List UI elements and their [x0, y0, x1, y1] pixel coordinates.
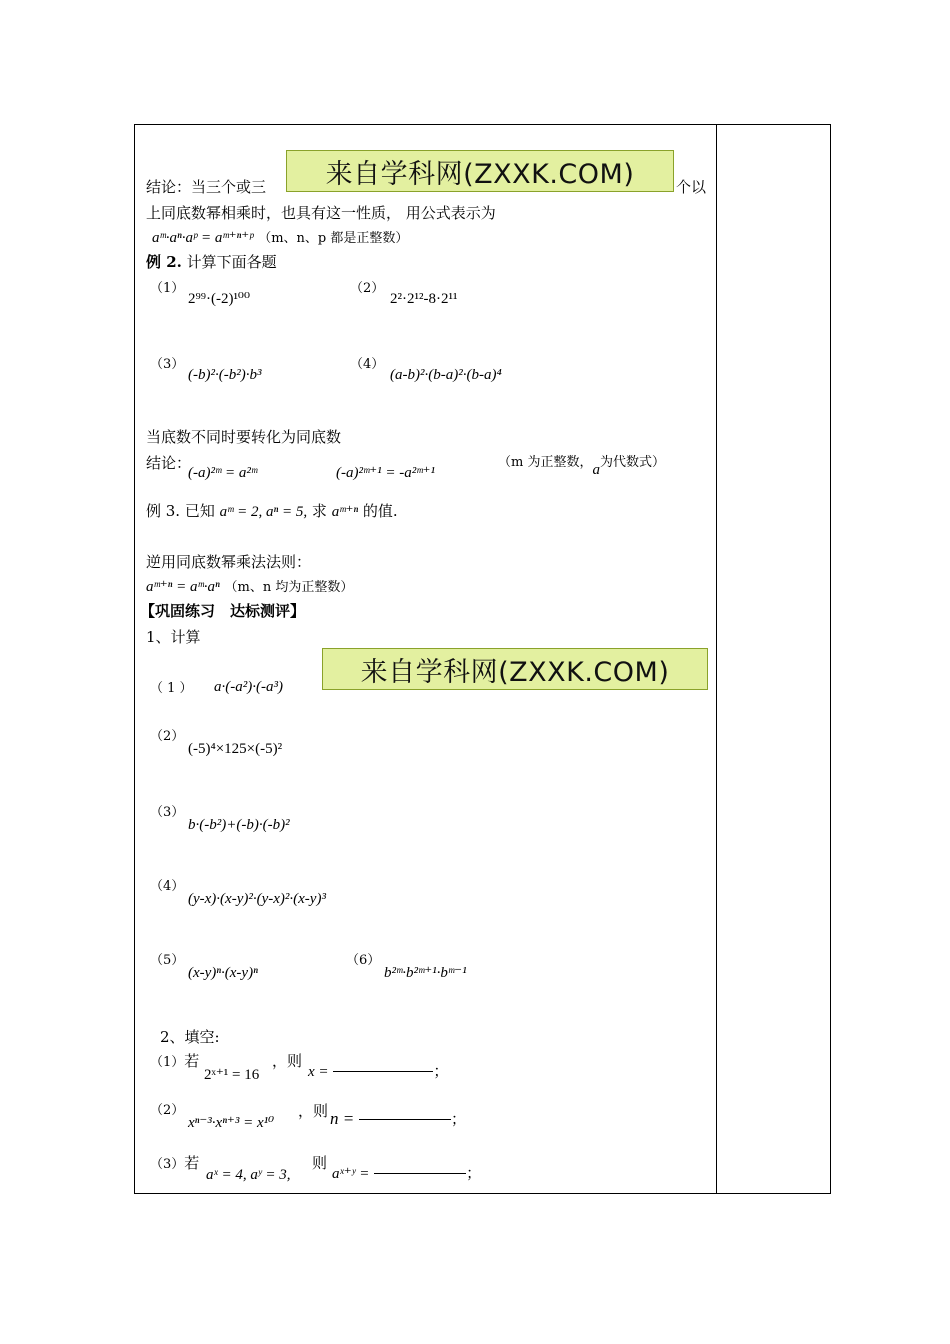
section1-item-3-expr: b·(-b²)+(-b)·(-b)²	[188, 817, 290, 833]
conclusion-line-2: 上同底数幂相乘时，也具有这一性质， 用公式表示为	[146, 204, 496, 222]
example2-item-1-expr: 2⁹⁹·(-2)¹⁰⁰	[188, 291, 250, 307]
section1-item-6-no: （6）	[346, 953, 381, 968]
section2-item-2-end: ；	[451, 1110, 467, 1128]
section1-item-4-no: （4）	[150, 879, 185, 894]
answer-blank[interactable]	[374, 1173, 466, 1174]
reverse-title: 逆用同底数幂乘法法则：	[146, 553, 312, 571]
section2-item-1-mid: ，则	[272, 1052, 303, 1070]
example3-target: aᵐ⁺ⁿ	[331, 504, 359, 520]
watermark-text: 来自学科网(ZXXK.COM)	[325, 158, 635, 190]
example2-label: 例 2.	[146, 253, 182, 271]
example2-item-4-no: （4）	[350, 357, 385, 372]
watermark-text: 来自学科网(ZXXK.COM)	[360, 656, 670, 688]
reverse-formula-line	[146, 577, 353, 597]
section2-item-1-answer	[308, 1062, 448, 1081]
answer-blank[interactable]	[333, 1071, 433, 1072]
section1-item-1-expr: a·(-a²)·(-a³)	[214, 679, 283, 695]
section1-item-5-expr: (x-y)ⁿ·(x-y)ⁿ	[188, 965, 258, 981]
example2-title: 计算下面各题	[186, 253, 277, 271]
example3-line	[146, 502, 398, 521]
section2-item-3-mid: 则	[312, 1154, 328, 1172]
base-note: 当底数不同时要转化为同底数	[146, 428, 342, 446]
section1-item-1-no: （ 1 ）	[150, 681, 193, 696]
example2-item-3-expr: (-b)²·(-b²)·b³	[188, 367, 262, 383]
section2-item-3-pre: 若	[184, 1154, 200, 1172]
section2-item-2-cond: xⁿ⁻³·xⁿ⁺³ = x¹⁰	[188, 1115, 275, 1131]
example2-item-2-no: （2）	[350, 281, 385, 296]
conclusion2-note	[498, 454, 665, 479]
section2-item-3-no: （3）	[150, 1157, 185, 1172]
example3-given: aᵐ = 2, aⁿ = 5,	[219, 504, 308, 520]
section2-title: 2、填空:	[160, 1028, 220, 1046]
conclusion-formula-line	[152, 228, 408, 248]
conclusion2-var: a	[592, 462, 600, 478]
section2-item-3-end: ；	[466, 1164, 482, 1182]
practice-header: 【巩固练习 达标测评】	[140, 602, 306, 620]
watermark-banner-middle	[322, 648, 708, 690]
section2-item-1-no: （1）	[150, 1055, 185, 1070]
section2-item-2-mid: ，则	[298, 1102, 329, 1120]
conclusion-line-1-tail	[676, 178, 706, 196]
example2-item-3-no: （3）	[150, 357, 185, 372]
section1-item-6-expr: b²ᵐ·b²ᵐ⁺¹·bᵐ⁻¹	[384, 965, 467, 981]
conclusion2-note-2: 为代数式）	[599, 455, 665, 470]
section1-title: 1、计算	[146, 628, 201, 646]
section1-item-2-expr: (-5)⁴×125×(-5)²	[188, 741, 283, 757]
section2-item-3-ask: aˣ⁺ʸ =	[332, 1166, 370, 1182]
conclusion-line-1	[146, 178, 266, 196]
column-divider	[716, 124, 717, 1194]
section2-item-1-pre: 若	[184, 1052, 200, 1070]
conclusion2-formula-2: (-a)²ᵐ⁺¹ = -a²ᵐ⁺¹	[336, 465, 435, 481]
example2-item-2-expr: 2²·2¹²-8·2¹¹	[390, 291, 458, 307]
watermark-banner-top	[286, 150, 674, 192]
answer-blank[interactable]	[359, 1119, 451, 1120]
section2-item-3	[150, 1154, 199, 1174]
section1-item-2-no: （2）	[150, 729, 185, 744]
example2-heading	[146, 253, 277, 271]
section1-item-4-expr: (y-x)·(x-y)²·(y-x)²·(x-y)³	[188, 891, 326, 907]
example3-suffix: 的值.	[362, 502, 398, 520]
conclusion2-label: 结论：	[146, 454, 192, 472]
conclusion2-formula-1: (-a)²ᵐ = a²ᵐ	[188, 465, 258, 481]
example2-item-1-no: （1）	[150, 281, 185, 296]
section2-item-1-cond: 2ˣ⁺¹ = 16	[204, 1067, 260, 1083]
example2-item-4-expr: (a-b)²·(b-a)²·(b-a)⁴	[390, 367, 502, 383]
example3-prefix: 例 3. 已知	[146, 502, 215, 520]
section1-item-5-no: （5）	[150, 953, 185, 968]
section2-item-1	[150, 1052, 199, 1072]
section2-item-2-no: （2）	[150, 1103, 185, 1118]
conclusion-suffix: 个以	[676, 178, 707, 196]
conclusion-formula: aᵐ·aⁿ·aᵖ = aᵐ⁺ⁿ⁺ᵖ	[152, 230, 254, 246]
section1-item-3-no: （3）	[150, 805, 185, 820]
section2-item-1-ask: x =	[308, 1064, 329, 1080]
section2-item-3-answer	[332, 1164, 481, 1183]
section2-item-2-answer	[330, 1110, 466, 1128]
section2-item-1-end: ；	[433, 1062, 449, 1080]
example3-ask: 求	[311, 502, 327, 520]
conclusion-note: （m、n、p 都是正整数）	[258, 231, 409, 246]
section2-item-3-cond: aˣ = 4, aʸ = 3,	[206, 1167, 291, 1183]
conclusion-prefix: 结论：当三个或三	[146, 178, 267, 196]
reverse-formula: aᵐ⁺ⁿ = aᵐ·aⁿ	[146, 579, 220, 595]
section2-item-2-ask: n =	[330, 1109, 355, 1128]
conclusion2-note-1: （m 为正整数，	[498, 455, 593, 470]
reverse-note: （m、n 均为正整数）	[224, 580, 354, 595]
